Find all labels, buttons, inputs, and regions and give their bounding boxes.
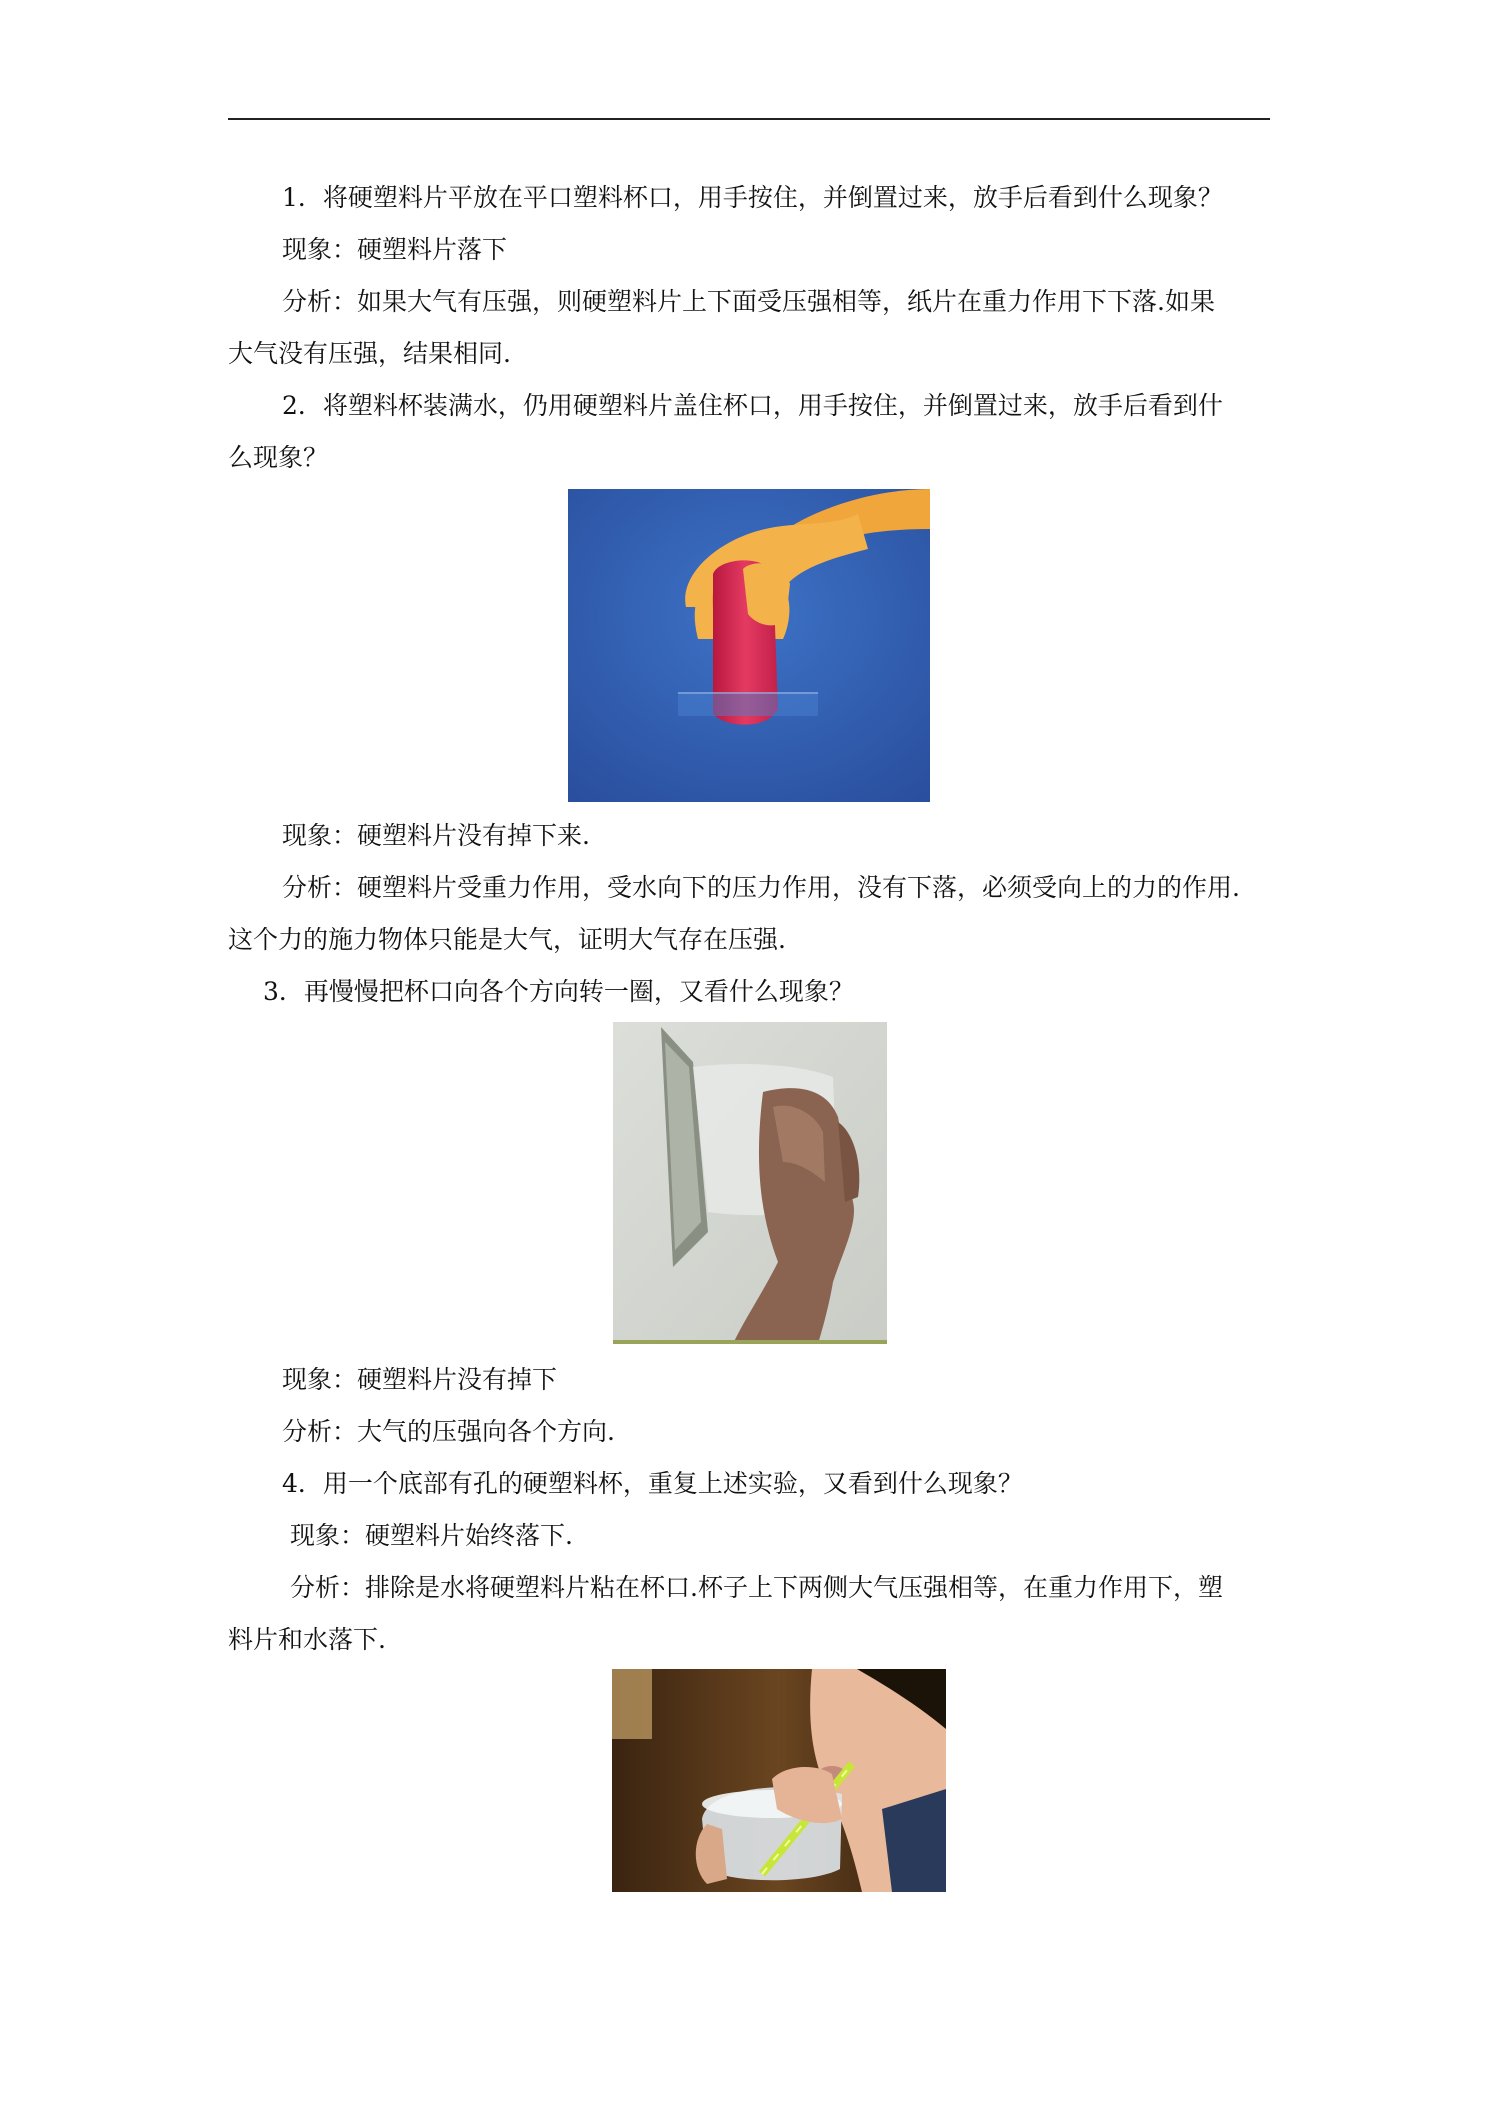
header-rule xyxy=(228,118,1270,120)
q3-question: 3．再慢慢把杯口向各个方向转一圈，又看什么现象？ xyxy=(263,977,854,1006)
q2-analysis-line1: 分析：硬塑料片受重力作用，受水向下的压力作用，没有下落，必须受向上的力的作用. xyxy=(282,873,1240,902)
q1-analysis-line1: 分析：如果大气有压强，则硬塑料片上下面受压强相等，纸片在重力作用下下落.如果 xyxy=(282,287,1215,316)
q1-phenomenon: 现象：硬塑料片落下 xyxy=(282,235,508,264)
q2-question-line2: 么现象？ xyxy=(228,443,329,472)
q4-analysis-line2: 料片和水落下. xyxy=(228,1625,386,1654)
q3-analysis: 分析：大气的压强向各个方向. xyxy=(282,1417,615,1446)
q1-analysis-line2: 大气没有压强，结果相同. xyxy=(228,339,511,368)
q2-analysis-line2: 这个力的施力物体只能是大气，证明大气存在压强. xyxy=(228,925,786,954)
photo-child-drinking-straw xyxy=(612,1669,946,1892)
q4-analysis-line1: 分析：排除是水将硬塑料片粘在杯口.杯子上下两侧大气压强相等，在重力作用下，塑 xyxy=(290,1573,1223,1602)
photo-cup-turned-sideways xyxy=(613,1022,887,1344)
photo-hand-pressing-cup xyxy=(568,489,930,802)
q4-question: 4．用一个底部有孔的硬塑料杯，重复上述实验，又看到什么现象？ xyxy=(282,1469,1023,1498)
q1-question: 1．将硬塑料片平放在平口塑料杯口，用手按住，并倒置过来，放手后看到什么现象？ xyxy=(282,183,1223,212)
q2-phenomenon: 现象：硬塑料片没有掉下来. xyxy=(282,821,590,850)
q4-phenomenon: 现象：硬塑料片始终落下. xyxy=(290,1521,573,1550)
q2-question-line1: 2．将塑料杯装满水，仍用硬塑料片盖住杯口，用手按住，并倒置过来，放手后看到什 xyxy=(282,391,1223,420)
q3-phenomenon: 现象：硬塑料片没有掉下 xyxy=(282,1365,558,1394)
